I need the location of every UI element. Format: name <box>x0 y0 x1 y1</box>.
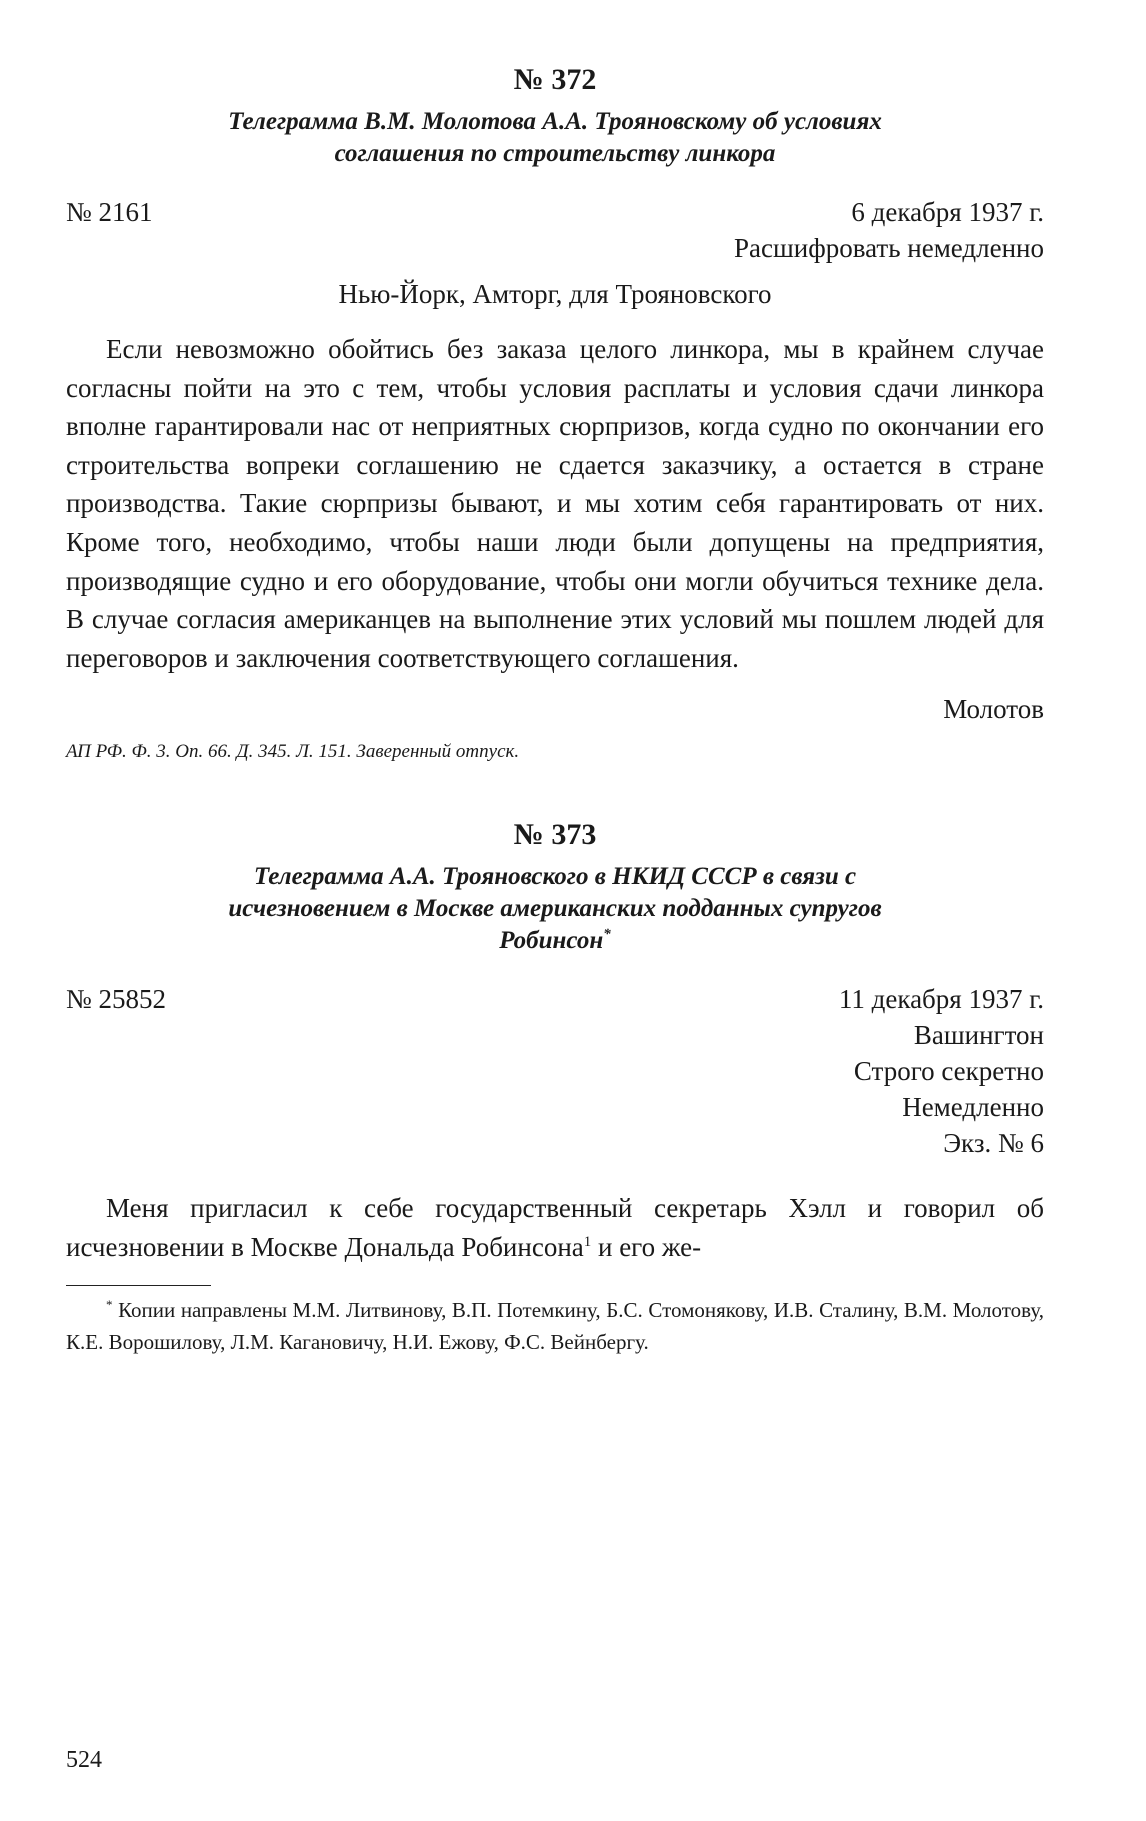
urgency-stamp: Немедленно <box>902 1092 1044 1123</box>
registration-number: № 25852 <box>66 984 167 1015</box>
copy-number: Экз. № 6 <box>943 1128 1044 1159</box>
secrecy-stamp: Строго секретно <box>853 1056 1044 1087</box>
registration-number: № 2161 <box>66 197 153 227</box>
footnote-marker: * <box>603 927 611 944</box>
page-content <box>66 62 1044 1379</box>
footnote-text: Копии направлены М.М. Литвинову, В.П. Потемкину, Б.С. Стомонякову, И.В. Сталину, В.М. Молотову, К.Е. Ворошилову, Л.М. Кагановичу, Н.И. Ежову, Ф.С. Вейнбергу. <box>66 1297 1044 1354</box>
document-number: № 373 <box>513 818 597 852</box>
decryption-instruction: Расшифровать немедленно <box>734 233 1044 263</box>
place: Вашингтон <box>913 1020 1044 1051</box>
telegram-body-continuation: и его же- <box>591 1231 702 1262</box>
note-marker: 1 <box>583 1233 592 1250</box>
page-number: 524 <box>66 1747 102 1773</box>
signature: Молотов <box>943 694 1044 725</box>
document-title-text: Телеграмма А.А. Трояновского в НКИД СССР в связи с исчезновением в Москве американских подданных супругов Робинсон <box>228 863 882 955</box>
document-meta-row <box>66 981 1044 1017</box>
archival-source: АП РФ. Ф. 3. Оп. 66. Д. 345. Л. 151. Заверенный отпуск. <box>66 741 520 763</box>
document-date: 6 декабря 1937 г. <box>851 197 1044 227</box>
document-title <box>186 861 924 957</box>
addressee: Нью-Йорк, Амторг, для Трояновского <box>338 279 772 309</box>
document-372 <box>66 62 1044 765</box>
footnote-divider <box>66 1285 211 1286</box>
telegram-body <box>66 1189 1044 1266</box>
document-title: Телеграмма В.М. Молотова А.А. Трояновскому об условиях соглашения по строительству линкора <box>228 108 882 167</box>
document-373 <box>66 817 1044 1266</box>
footnote-mark: * <box>106 1296 113 1312</box>
telegram-body-text: Меня пригласил к себе государственный секретарь Хэлл и говорил об исчезновении в Москве Дональда Робинсона <box>66 1193 1044 1262</box>
document-date: 11 декабря 1937 г. <box>838 984 1044 1015</box>
document-number: № 372 <box>513 63 597 96</box>
footnote <box>66 1294 1044 1358</box>
telegram-body: Если невозможно обойтись без заказа целого линкора, мы в крайнем случае согласны пойти на это с тем, чтобы условия расплаты и условия сдачи линкора вполне гарантировали нас от неприятных сюрпризов, когда судно по окончании его строительства вопреки соглашению не сдается заказчику, а остается в стране производства. Такие сюрпризы бывают, и мы хотим себя гарантировать от них. Кроме того, необходимо, чтобы наши люди были допущены на предприятия, производящие судно и его оборудование, чтобы они могли обучиться технике дела. В случае согласия американцев на выполнение этих условий мы пошлем людей для переговоров и заключения соответствующего соглашения. <box>66 334 1044 673</box>
document-meta-row <box>66 194 1044 230</box>
